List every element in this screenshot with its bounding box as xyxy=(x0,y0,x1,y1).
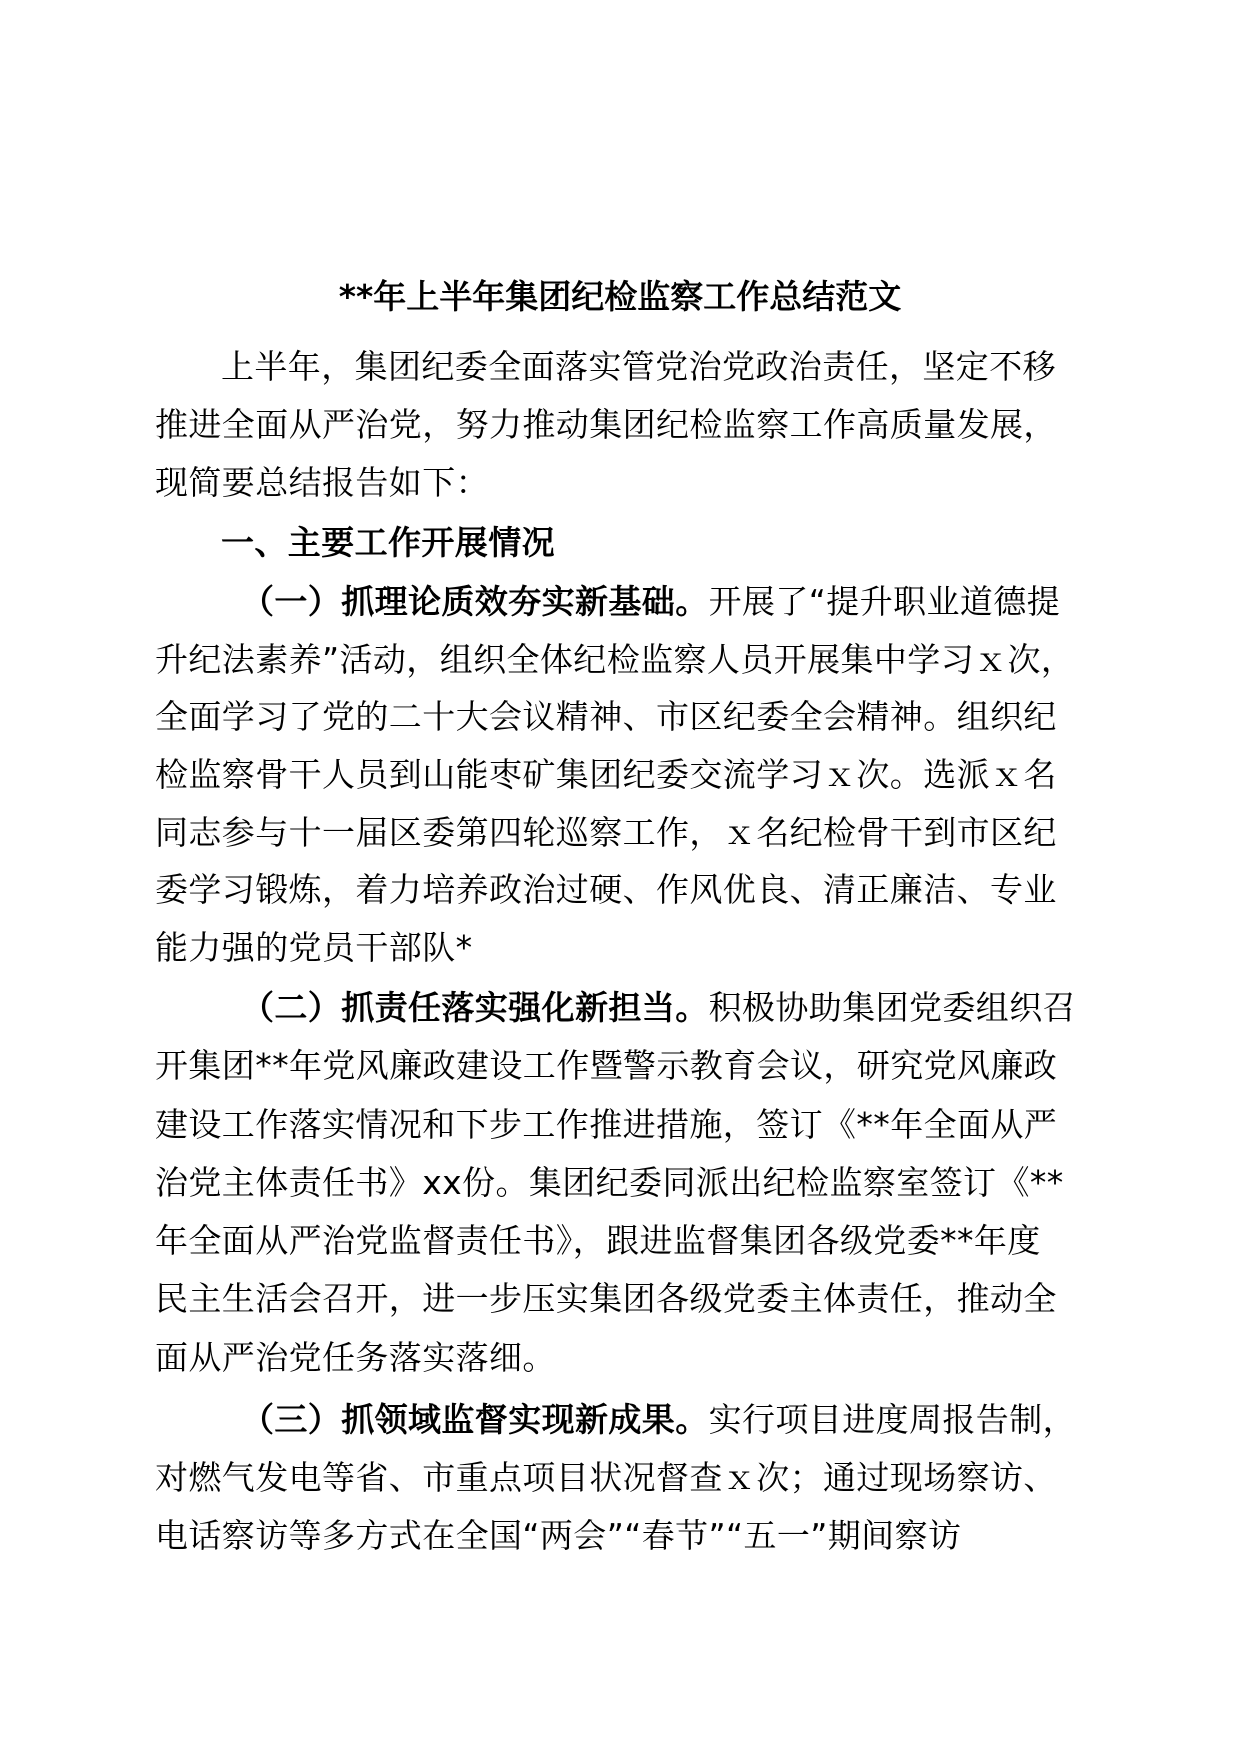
item-paragraph-2 xyxy=(155,979,1077,1387)
text-line: 面从严治党任务落实落细。 xyxy=(155,1337,556,1377)
text-line: 推进全面从严治党，努力推动集团纪检监察工作高质量发展， xyxy=(155,405,1057,444)
item-paragraph-3 xyxy=(155,1391,1077,1565)
text-line: 治党主体责任书》xx份。集团纪委同派出纪检监察室签订《** xyxy=(155,1162,1064,1202)
text-line: 同志参与十一届区委第四轮巡察工作，ｘ名纪检骨干到市区纪 xyxy=(155,812,1057,852)
text-line: 年全面从严治党监督责任书》，跟进监督集团各级党委**年度 xyxy=(155,1221,1041,1261)
section-heading xyxy=(155,514,1065,572)
text-line: 委学习锻炼，着力培养政治过硬、作风优良、清正廉洁、专业 xyxy=(155,870,1057,910)
item-lead: （二）抓责任落实强化新担当。 xyxy=(241,988,709,1027)
text-line: 升纪法素养”活动，组织全体纪检监察人员开展集中学习ｘ次， xyxy=(155,639,1075,679)
text-line: 民主生活会召开，进一步压实集团各级党委主体责任，推动全 xyxy=(155,1279,1057,1319)
text-line: 开展了“提升职业道德提 xyxy=(708,582,1061,621)
text-line: 开集团**年党风廉政建设工作暨警示教育会议，研究党风廉政 xyxy=(155,1046,1058,1086)
item-lead: （三）抓领域监督实现新成果。 xyxy=(241,1400,709,1439)
item-lead: （一）抓理论质效夯实新基础。 xyxy=(241,582,709,621)
document-title: **年上半年集团纪检监察工作总结范文 xyxy=(338,277,902,316)
section-heading-text: 一、主要工作开展情况 xyxy=(221,523,555,562)
text-line: 积极协助集团党委组织召 xyxy=(708,988,1077,1027)
text-line: 对燃气发电等省、市重点项目状况督查ｘ次；通过现场察访、 xyxy=(155,1458,1057,1497)
text-line: 上半年，集团纪委全面落实管党治党政治责任，坚定不移 xyxy=(221,347,1056,386)
text-line: 建设工作落实情况和下步工作推进措施，签订《**年全面从严 xyxy=(155,1104,1058,1144)
intro-paragraph xyxy=(155,338,1065,512)
text-line: 全面学习了党的二十大会议精神、市区纪委全会精神。组织纪 xyxy=(155,697,1057,737)
text-line: 检监察骨干人员到山能枣矿集团纪委交流学习ｘ次。选派ｘ名 xyxy=(155,755,1057,795)
text-line: 电话察访等多方式在全国“两会”“春节”“五一”期间察访 xyxy=(155,1516,962,1555)
text-line: 实行项目进度周报告制， xyxy=(708,1400,1077,1439)
text-line: 能力强的党员干部队* xyxy=(155,928,473,968)
text-line: 现简要总结报告如下： xyxy=(155,463,489,502)
item-paragraph-1 xyxy=(155,573,1075,977)
